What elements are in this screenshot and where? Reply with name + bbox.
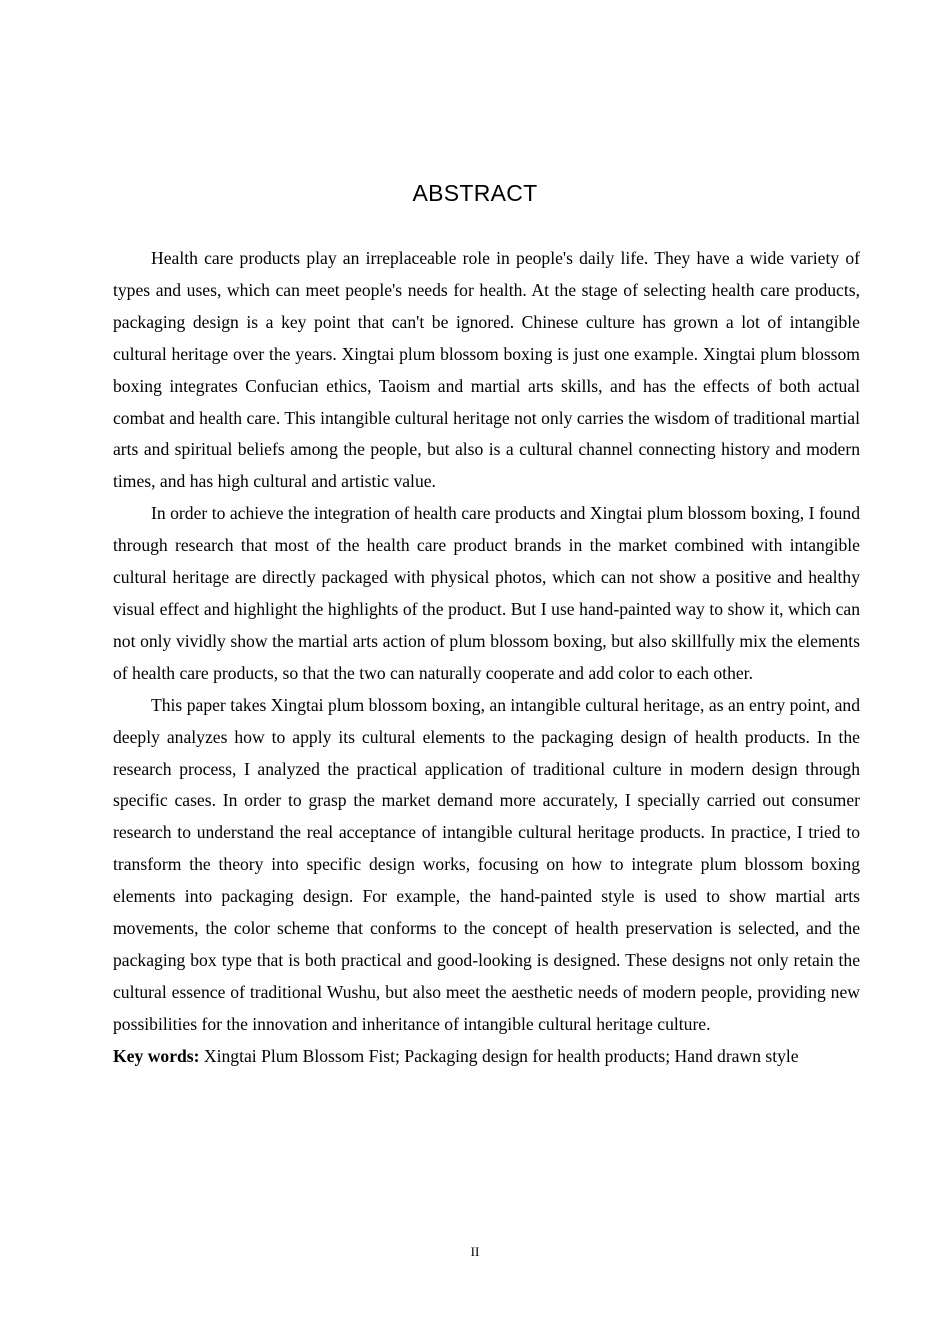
abstract-heading: ABSTRACT [412,180,538,206]
keywords-line [113,1041,860,1073]
abstract-paragraph-1: Health care products play an irreplaceable role in people's daily life. They have a wide variety of types and uses, which can meet people's needs for health. At the stage of selecting health care products, packaging design is a key point that can't be ignored. Chinese culture has grown a lot of intangible cultural heritage over the years. Xingtai plum blossom boxing is just one example. Xingtai plum blossom boxing integrates Confucian ethics, Taoism and martial arts skills, and has the effects of both actual combat and health care. This intangible cultural heritage not only carries the wisdom of traditional martial arts and spiritual beliefs among the people, but also is a cultural channel connecting history and modern times, and has high cultural and artistic value. [113,248,860,492]
keywords-text: Xingtai Plum Blossom Fist; Packaging design for health products; Hand drawn style [203,1045,799,1066]
abstract-body [113,243,860,1073]
keywords-label: Key words: [113,1045,200,1066]
abstract-paragraph-3: This paper takes Xingtai plum blossom boxing, an intangible cultural heritage, as an entry point, and deeply analyzes how to apply its cultural elements to the packaging design of health products. In the research process, I analyzed the practical application of traditional culture in modern design through specific cases. In order to grasp the market demand more accurately, I specially carried out consumer research to understand the real acceptance of intangible cultural heritage products. In practice, I tried to transform the theory into specific design works, focusing on how to integrate plum blossom boxing elements into packaging design. For example, the hand-painted style is used to show martial arts movements, the color scheme that conforms to the concept of health preservation is selected, and the packaging box type that is both practical and good-looking is designed. These designs not only retain the cultural essence of traditional Wushu, but also meet the aesthetic needs of modern people, providing new possibilities for the innovation and inheritance of intangible cultural heritage culture. [113,694,860,1034]
page-number: II [470,1244,480,1259]
abstract-paragraph-2: In order to achieve the integration of health care products and Xingtai plum blossom boxing, I found through research that most of the health care product brands in the market combined with intangible cultural heritage are directly packaged with physical photos, which can not show a positive and healthy visual effect and highlight the highlights of the product. But I use hand-painted way to show it, which can not only vividly show the martial arts action of plum blossom boxing, but also skillfully mix the elements of health care products, so that the two can naturally cooperate and add color to each other. [113,503,860,683]
